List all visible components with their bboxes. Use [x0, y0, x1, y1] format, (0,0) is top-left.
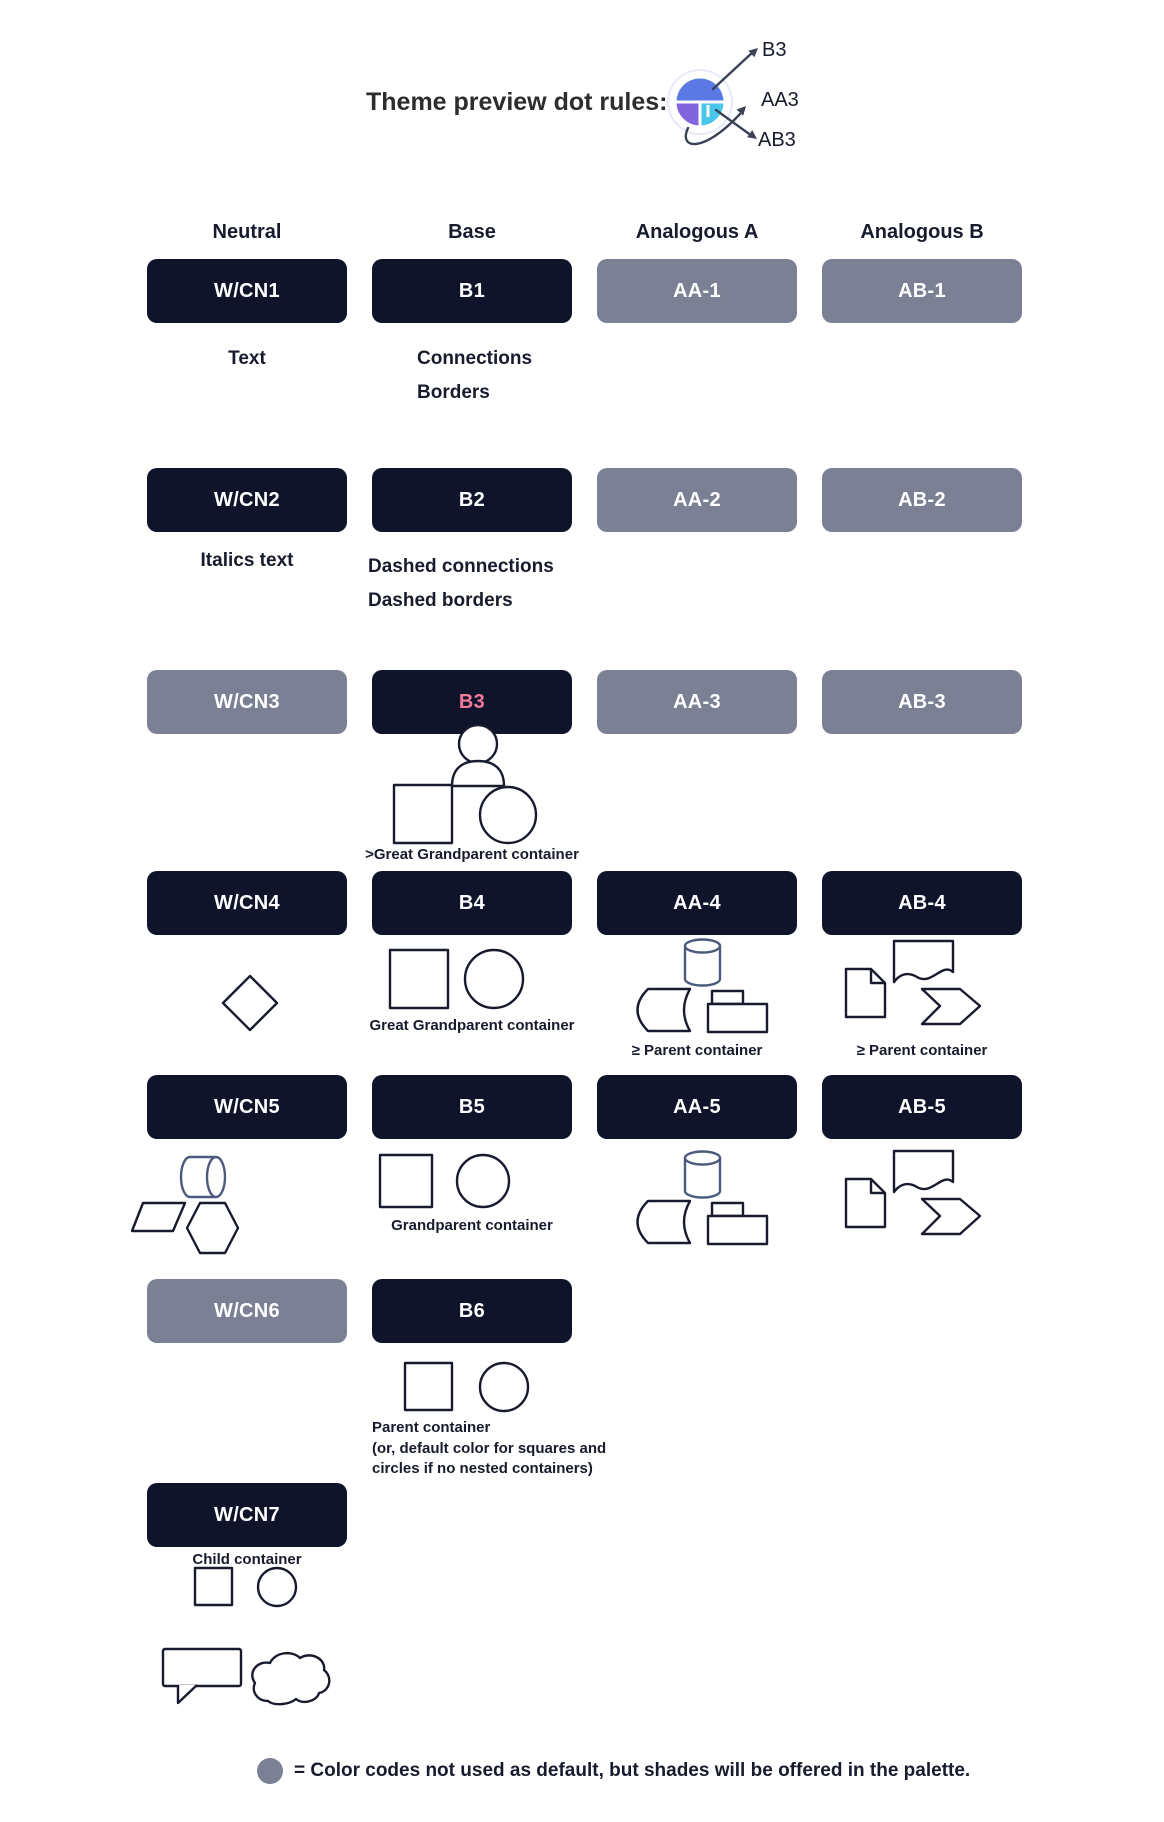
- pill-aa1: AA-1: [597, 259, 797, 323]
- pill-b3: B3: [372, 670, 572, 734]
- caption-parent-note1: (or, default color for squares and: [372, 1439, 607, 1457]
- cylinder-shape: [181, 1157, 216, 1197]
- pill-aa2: AA-2: [597, 468, 797, 532]
- circle-shape: [457, 1155, 509, 1207]
- pill-wcn2: W/CN2: [147, 468, 347, 532]
- cylinder-shape: [685, 1158, 720, 1198]
- circle-shape: [480, 787, 536, 843]
- document-shape: [846, 1179, 885, 1227]
- document-fold: [871, 1179, 885, 1193]
- page-title: Theme preview dot rules:: [366, 88, 668, 116]
- caption-gte-parent-b: ≥ Parent container: [856, 1042, 988, 1059]
- caption-gte-parent-a: ≥ Parent container: [631, 1042, 763, 1059]
- wcn7-shape-doodles: [163, 1568, 329, 1704]
- pill-ab2: AB-2: [822, 468, 1022, 532]
- theme-preview-dot-icon: [668, 70, 732, 134]
- pill-ab1: AB-1: [822, 259, 1022, 323]
- caption-child-container: Child container: [192, 1551, 302, 1568]
- hexagon-shape: [187, 1203, 238, 1253]
- folder-tab: [712, 1203, 743, 1216]
- b6-shape-doodles: [405, 1363, 528, 1411]
- circle-shape: [480, 1363, 528, 1411]
- b3-shape-doodles: [394, 725, 536, 843]
- pill-b5: B5: [372, 1075, 572, 1139]
- caption-parent-block: [372, 1418, 606, 1480]
- square-shape: [394, 785, 452, 843]
- parallelogram-shape: [132, 1203, 185, 1231]
- pill-ab3: AB-3: [822, 670, 1022, 734]
- chevron-shape: [922, 1199, 980, 1234]
- person-shoulders: [452, 761, 504, 786]
- caption-parent-note2: circles if no nested containers): [372, 1460, 593, 1477]
- ab5-shape-doodles: [846, 1151, 980, 1234]
- caption-great-grandparent: Great Grandparent container: [369, 1017, 575, 1034]
- dot-label-ab3: AB3: [758, 129, 796, 151]
- pill-wcn3: W/CN3: [147, 670, 347, 734]
- caption-italics-text: Italics text: [200, 550, 294, 571]
- pill-wcn4: W/CN4: [147, 871, 347, 935]
- caption-gt-great-grandparent: >Great Grandparent container: [365, 846, 579, 863]
- pill-b2: B2: [372, 468, 572, 532]
- pill-wcn6: W/CN6: [147, 1279, 347, 1343]
- square-shape: [195, 1568, 232, 1605]
- pill-wcn5: W/CN5: [147, 1075, 347, 1139]
- legend-dot-icon: [257, 1758, 283, 1784]
- stored-data-shape: [638, 1201, 691, 1243]
- cylinder-shape: [685, 946, 720, 986]
- pill-wcn1: W/CN1: [147, 259, 347, 323]
- caption-grandparent: Grandparent container: [391, 1217, 553, 1234]
- caption-dashed-connections: Dashed connections: [368, 556, 554, 577]
- folder-tab: [712, 991, 743, 1004]
- cloud-shape: [252, 1653, 329, 1704]
- caption-connections: Connections: [417, 348, 533, 369]
- square-shape: [405, 1363, 452, 1410]
- document-fold: [871, 969, 885, 983]
- pill-b6: B6: [372, 1279, 572, 1343]
- pill-ab4: AB-4: [822, 871, 1022, 935]
- column-header-neutral: Neutral: [212, 221, 282, 243]
- speech-bubble-shape: [163, 1649, 241, 1686]
- pill-aa4: AA-4: [597, 871, 797, 935]
- caption-dashed: [368, 550, 554, 618]
- circle-shape: [465, 950, 523, 1008]
- circle-shape: [258, 1568, 296, 1606]
- pill-wcn7: W/CN7: [147, 1483, 347, 1547]
- aa5-shape-doodles: [638, 1152, 768, 1245]
- legend-text: = Color codes not used as default, but shades will be offered in the palette.: [294, 1760, 971, 1781]
- pill-aa3: AA-3: [597, 670, 797, 734]
- caption-dashed-borders: Dashed borders: [368, 590, 513, 611]
- wavy-banner-shape: [894, 1151, 953, 1192]
- column-header-analogous-b: Analogous B: [860, 221, 984, 243]
- folder-shape: [708, 1004, 767, 1032]
- square-shape: [390, 950, 448, 1008]
- b5-shape-doodles: [380, 1155, 509, 1207]
- dot-rule-arrows: [686, 48, 758, 144]
- document-shape: [846, 969, 885, 1017]
- speech-bubble-tail: [178, 1685, 197, 1703]
- folder-shape: [708, 1216, 767, 1244]
- stored-data-shape: [638, 989, 691, 1031]
- caption-borders: Borders: [417, 382, 490, 403]
- pill-b1: B1: [372, 259, 572, 323]
- dot-label-aa3: AA3: [761, 89, 799, 111]
- pill-b4: B4: [372, 871, 572, 935]
- caption-parent: Parent container: [372, 1419, 491, 1436]
- square-shape: [380, 1155, 432, 1207]
- dot-label-b3: B3: [762, 39, 787, 61]
- caption-text: Text: [228, 348, 266, 369]
- diamond-shape: [223, 976, 277, 1030]
- ab4-shape-doodles: [846, 941, 980, 1024]
- wavy-banner-shape: [894, 941, 953, 982]
- aa4-shape-doodles: [638, 940, 768, 1033]
- column-header-analogous-a: Analogous A: [635, 221, 759, 243]
- b4-shape-doodles: [390, 950, 523, 1008]
- pill-ab5: AB-5: [822, 1075, 1022, 1139]
- chevron-shape: [922, 989, 980, 1024]
- column-header-base: Base: [448, 221, 496, 243]
- wcn5-shape-doodles: [132, 1157, 238, 1253]
- caption-connections-borders: [417, 342, 532, 410]
- pill-aa5: AA-5: [597, 1075, 797, 1139]
